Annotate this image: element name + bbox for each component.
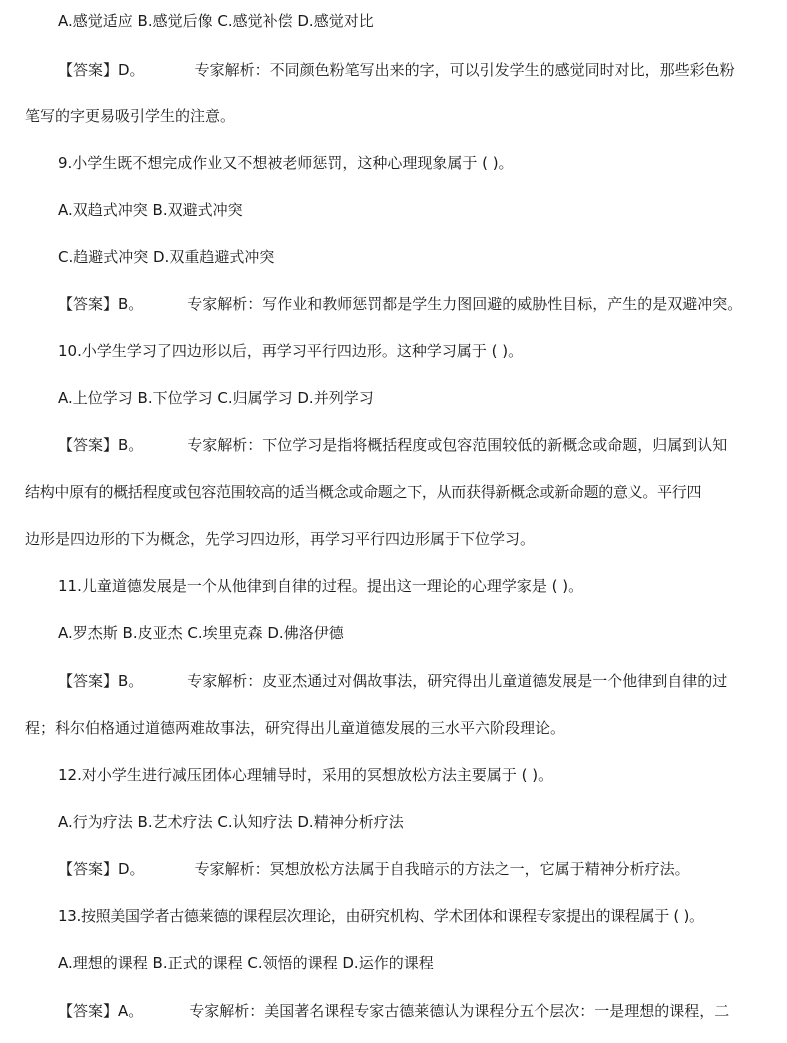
options-line: A.上位学习 B.下位学习 C.归属学习 D.并列学习 <box>58 389 374 407</box>
options-line: A.双趋式冲突 B.双避式冲突 <box>58 201 243 219</box>
question-11: 11.儿童道德发展是一个从他律到自律的过程。提出这一理论的心理学家是 ( )。 <box>58 577 584 595</box>
answer-label: 【答案】B。 <box>58 672 144 690</box>
question-9: 9.小学生既不想完成作业又不想被老师惩罚，这种心理现象属于 ( )。 <box>58 154 514 172</box>
options-line: A.感觉适应 B.感觉后像 C.感觉补偿 D.感觉对比 <box>58 12 374 30</box>
analysis-text: 专家解析：冥想放松方法属于自我暗示的方法之一，它属于精神分析疗法。 <box>194 860 690 878</box>
options-line: A.罗杰斯 B.皮亚杰 C.埃里克森 D.佛洛伊德 <box>58 624 344 642</box>
analysis-text: 专家解析：皮亚杰通过对偶故事法，研究得出儿童道德发展是一个他律到自律的过 <box>187 672 728 690</box>
question-10: 10.小学生学习了四边形以后，再学习平行四边形。这种学习属于 ( )。 <box>58 342 524 360</box>
analysis-continuation: 边形是四边形的下为概念，先学习四边形，再学习平行四边形属于下位学习。 <box>25 530 536 548</box>
analysis-text: 专家解析：下位学习是指将概括程度或包容范围较低的新概念或命题，归属到认知 <box>187 436 728 454</box>
options-line: C.趋避式冲突 D.双重趋避式冲突 <box>58 248 275 266</box>
analysis-text: 专家解析：不同颜色粉笔写出来的字，可以引发学生的感觉同时对比，那些彩色粉 <box>194 61 735 79</box>
answer-label: 【答案】B。 <box>58 436 144 454</box>
answer-line <box>58 435 727 455</box>
answer-line <box>58 859 690 879</box>
analysis-text: 专家解析：美国著名课程专家古德莱德认为课程分五个层次：一是理想的课程，二 <box>189 1002 730 1020</box>
answer-line <box>58 671 727 691</box>
answer-line <box>58 60 735 80</box>
options-line: A.理想的课程 B.正式的课程 C.领悟的课程 D.运作的课程 <box>58 954 434 972</box>
answer-line <box>58 294 742 314</box>
analysis-continuation: 程；科尔伯格通过道德两难故事法，研究得出儿童道德发展的三水平六阶段理论。 <box>25 719 566 737</box>
answer-label: 【答案】B。 <box>58 295 144 313</box>
answer-label: 【答案】A。 <box>58 1002 144 1020</box>
options-line: A.行为疗法 B.艺术疗法 C.认知疗法 D.精神分析疗法 <box>58 813 404 831</box>
question-13: 13.按照美国学者古德莱德的课程层次理论，由研究机构、学术团体和课程专家提出的课程属于 ( )。 <box>58 907 704 925</box>
answer-label: 【答案】D。 <box>58 860 145 878</box>
answer-label: 【答案】D。 <box>58 61 145 79</box>
analysis-continuation: 结构中原有的概括程度或包容范围较高的适当概念或命题之下，从而获得新概念或新命题的意义。平行四 <box>25 483 702 501</box>
answer-line <box>58 1001 729 1021</box>
analysis-text: 专家解析：写作业和教师惩罚都是学生力图回避的威胁性目标，产生的是双避冲突。 <box>187 295 743 313</box>
analysis-continuation: 笔写的字更易吸引学生的注意。 <box>25 107 236 125</box>
question-12: 12.对小学生进行减压团体心理辅导时，采用的冥想放松方法主要属于 ( )。 <box>58 766 554 784</box>
